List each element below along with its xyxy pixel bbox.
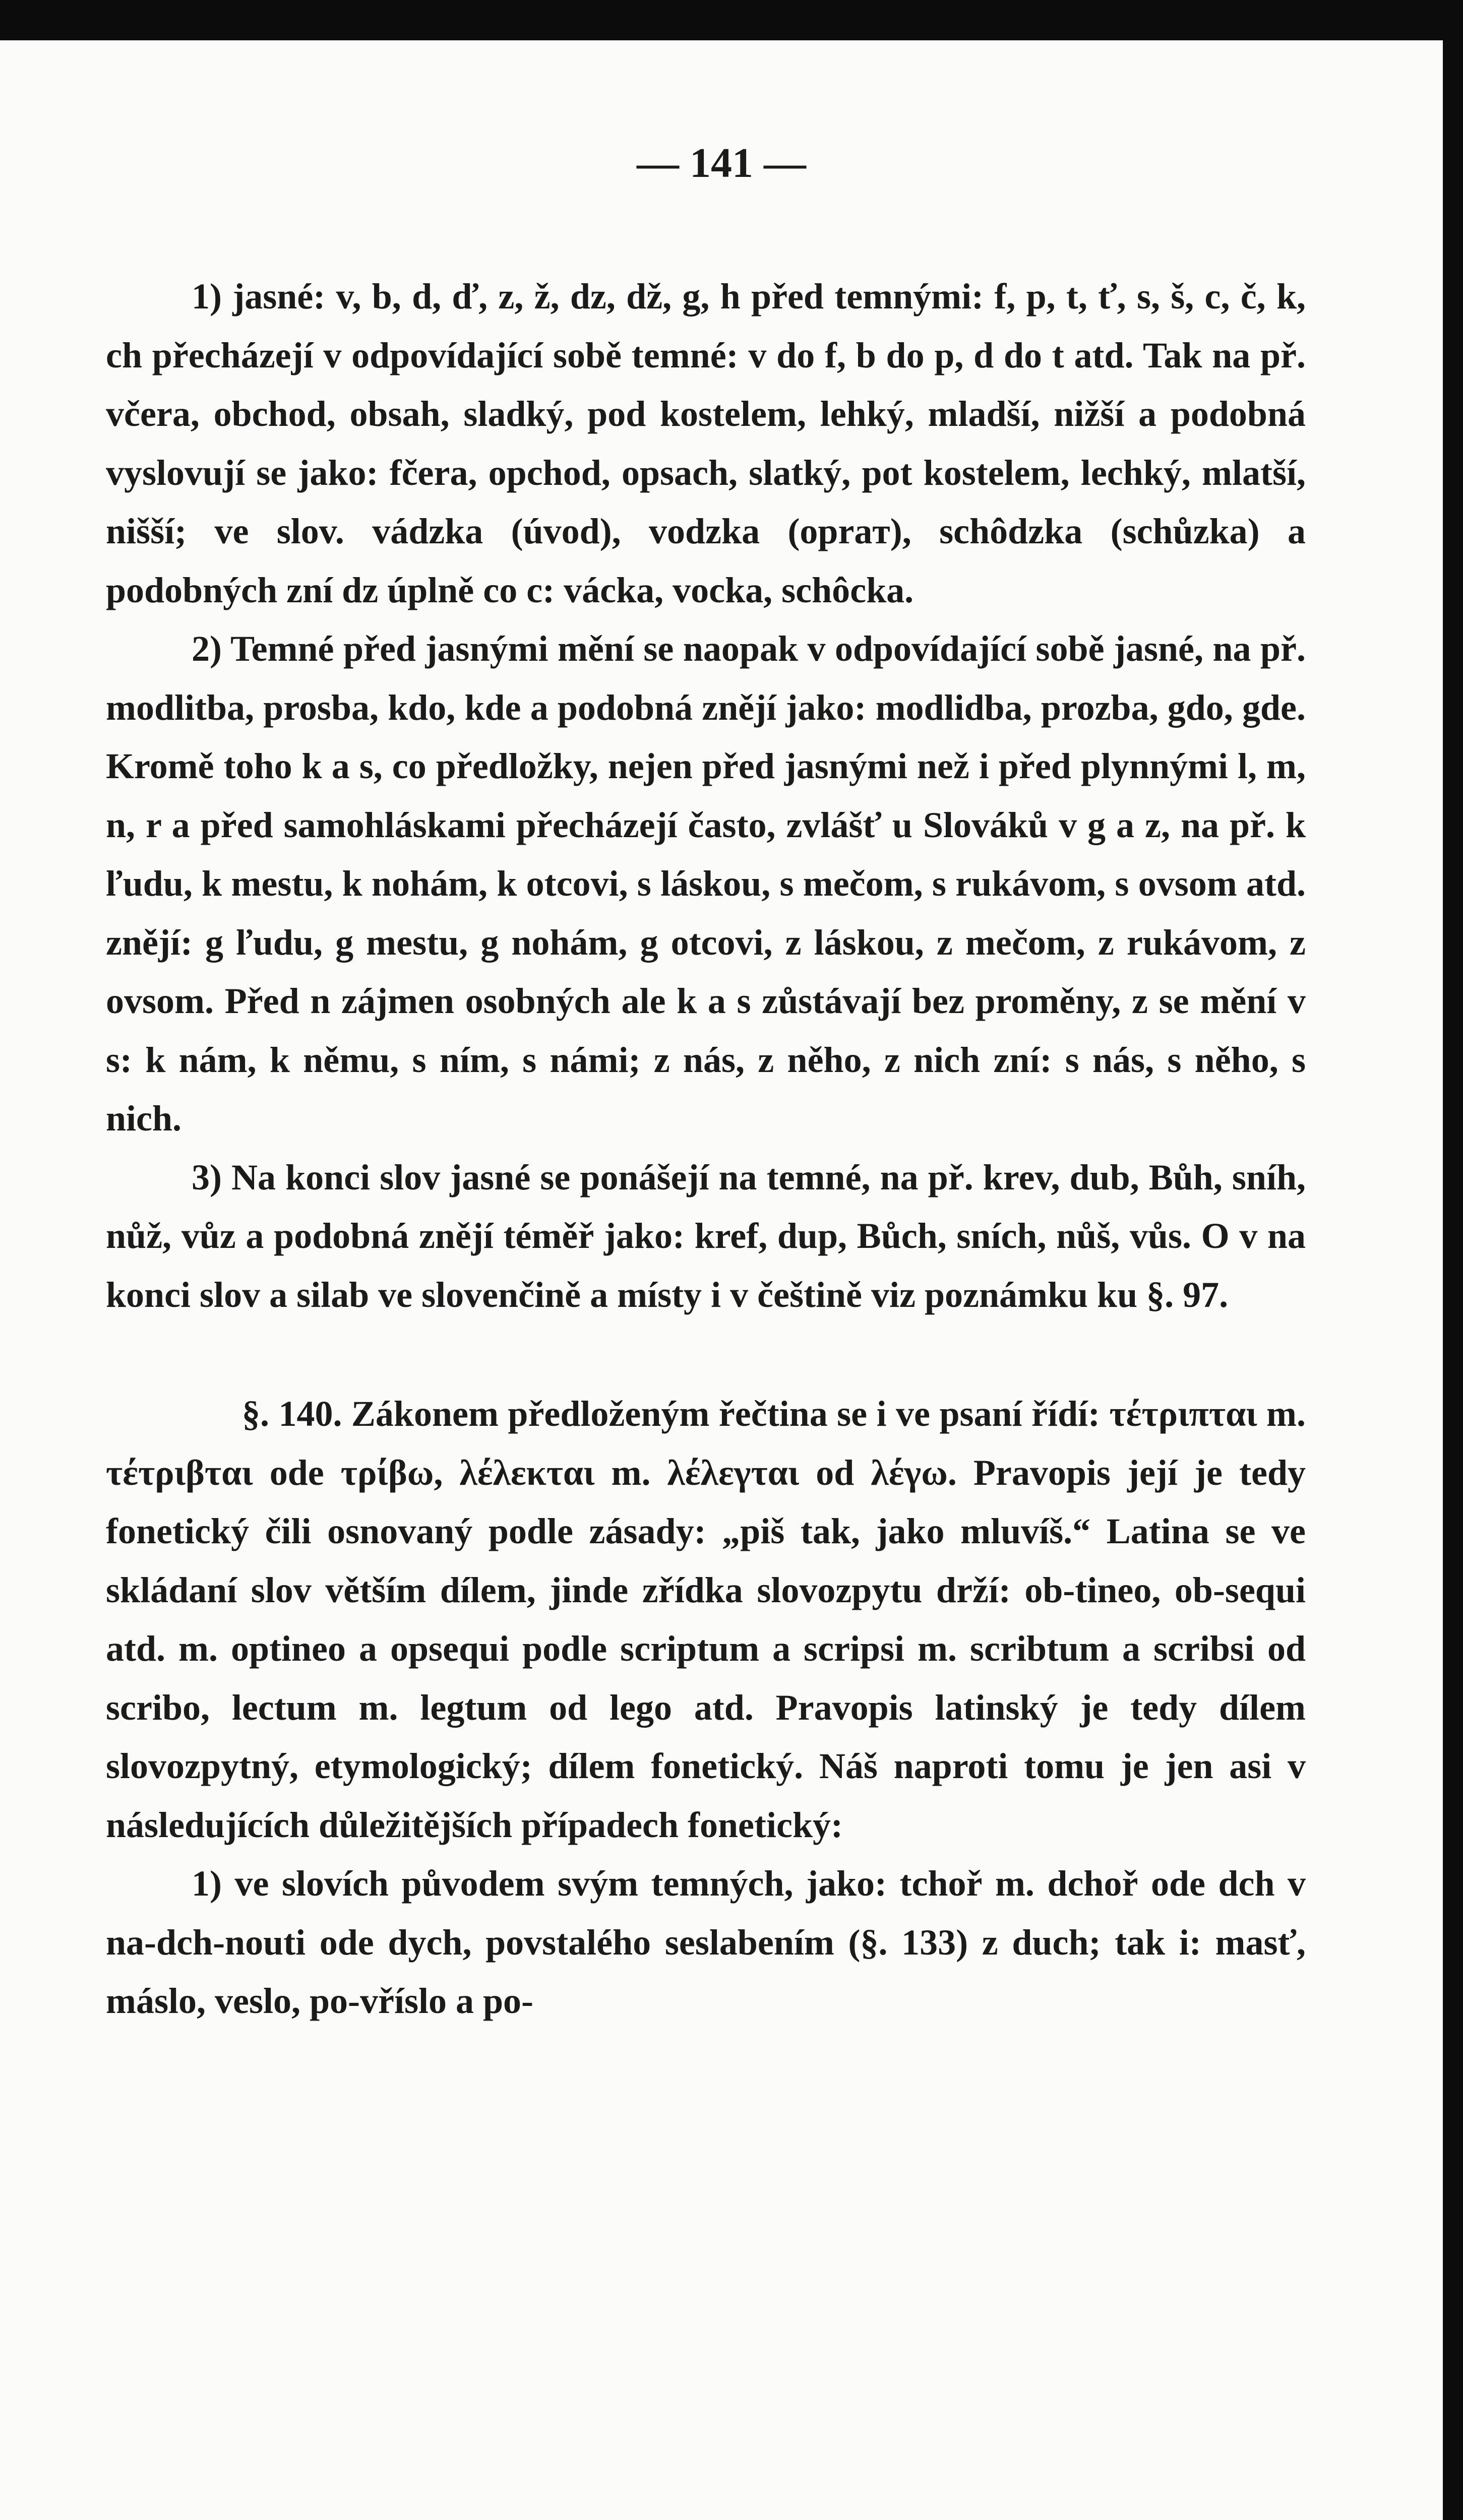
paragraph-case-1: 1) ve slovích původem svým temných, jako: tchoř m. dchoř ode dch v na-dch-nouti ode dych, povstalého seslabením (§. 133) z duch; tak i: masť, máslo, veslo, po-vříslo a po- xyxy=(106,1863,1306,2021)
body-text xyxy=(106,267,1306,2031)
scan-right-edge xyxy=(1443,0,1463,2520)
paragraph-section-140: §. 140. Zákonem předloženým řečtina se i ve psaní řídí: τέτριπται m. τέτριβται ode τρίβω, λέλεκται m. λέλεγται od λέγω. Pravopis její je tedy fonetický čili osnovaný podle zásady: „piš tak, jako mluvíš.“ Latina se ve skládaní slov větším dílem, jinde zřídka slovozpytu drží: ob-tineo, ob-sequi atd. m. optineo a opsequi podle scriptum a scripsi m. scribtum a scribsi od scribo, lectum m. legtum od lego atd. Pravopis latinský je tedy dílem slovozpytný, etymologický; dílem fonetický. Náš naproti tomu je jen asi v následujících důležitějších případech fonetický: xyxy=(106,1394,1306,1845)
paragraph-rule-2: 2) Temné před jasnými mění se naopak v odpovídající sobě jasné, na př. modlitba, prosba, kdo, kde a podobná znějí jako: modlidba, prozba, gdo, gde. Kromě toho k a s, co předložky, nejen před jasnými než i před plynnými l, m, n, r a před samohláskami přecházejí často, zvlášť u Slováků v g a z, na př. k ľudu, k mestu, k nohám, k otcovi, s láskou, s mečom, s rukávom, s ovsom atd. znějí: g ľudu, g mestu, g nohám, g otcovi, z láskou, z mečom, z rukávom, z ovsom. Před n zájmen osobných ale k a s zůstávají bez proměny, z se mění v s: k nám, k němu, s ním, s námi; z nás, z něho, z nich zní: s nás, s něho, s nich. xyxy=(106,628,1306,1139)
paragraph-rule-1: 1) jasné: v, b, d, ď, z, ž, dz, dž, g, h před temnými: f, p, t, ť, s, š, c, č, k, ch přecházejí v odpovídající sobě temné: v do f, b do p, d do t atd. Tak na př. včera, obchod, obsah, sladký, pod kostelem, lehký, mladší, nižší a podobná vyslovují se jako: fčera, opchod, opsach, slatký, pot kostelem, lechký, mlatší, nišší; ve slov. vádzka (úvod), vodzka (opraт), schôdzka (schůzka) a podobných zní dz úplně co c: vácka, vocka, schôcka. xyxy=(106,276,1306,610)
scan-top-edge xyxy=(0,0,1463,40)
paragraph-rule-3: 3) Na konci slov jasné se ponášejí na temné, na př. krev, dub, Bůh, sníh, nůž, vůz a podobná znějí téměř jako: kref, dup, Bůch, sních, nůš, vůs. O v na konci slov a silab ve slovenčině a místy i v češtině viz poznámku ku §. 97. xyxy=(106,1157,1306,1315)
book-page xyxy=(0,40,1443,2520)
page-number: — 141 — xyxy=(637,140,806,186)
